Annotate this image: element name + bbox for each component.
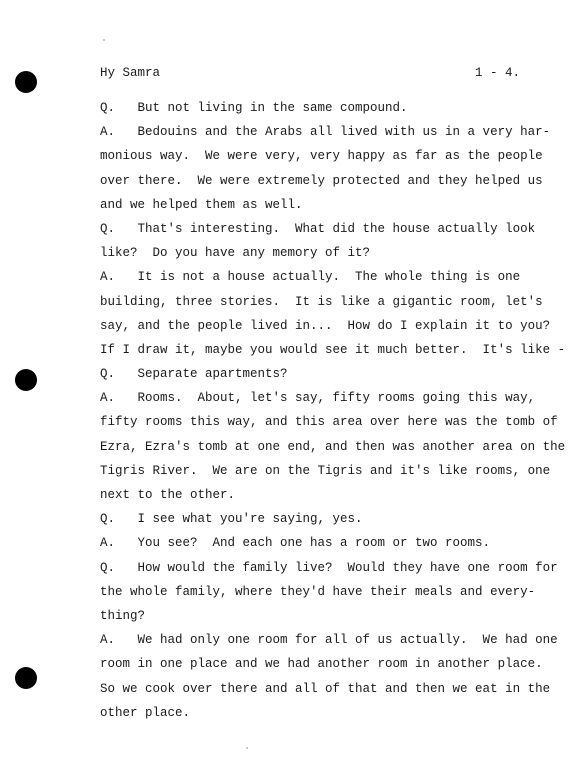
transcript-line: Q. How would the family live? Would they have one room for	[100, 560, 558, 575]
punch-hole-bottom	[15, 667, 37, 689]
page-number: 1 - 4.	[474, 66, 520, 80]
transcript-line: If I draw it, maybe you would see it much better. It's like -	[100, 342, 566, 357]
scan-speck	[103, 39, 105, 41]
transcript-line: A. Bedouins and the Arabs all lived with us in a very har-	[100, 125, 551, 140]
punch-hole-top	[15, 71, 37, 93]
transcript-line: room in one place and we had another room in another place.	[100, 657, 543, 672]
transcript-line: next to the other.	[100, 488, 236, 502]
transcript-line: say, and the people lived in... How do I explain it to you?	[100, 318, 551, 333]
transcript-line: like? Do you have any memory of it?	[100, 246, 371, 261]
page-header	[100, 66, 520, 82]
transcript-line: Q. That's interesting. What did the house actually look	[100, 221, 536, 236]
transcript-line: Ezra, Ezra's tomb at one end, and then was another area on the	[100, 439, 566, 454]
transcript-line: the whole family, where they'd have their meals and every-	[100, 584, 536, 599]
transcript-line: A. You see? And each one has a room or two rooms.	[100, 536, 491, 551]
transcript-body	[100, 96, 566, 725]
transcript-line: A. We had only one room for all of us actually. We had one	[100, 633, 558, 648]
interviewee-name: Hy Samra	[100, 66, 161, 80]
scan-speck	[246, 747, 248, 749]
transcript-line: Tigris River. We are on the Tigris and it's like rooms, one	[100, 463, 551, 478]
transcript-line: A. It is not a house actually. The whole thing is one	[100, 270, 521, 285]
transcript-line: over there. We were extremely protected and they helped us	[100, 173, 543, 188]
transcript-line: building, three stories. It is like a gigantic room, let's	[100, 294, 543, 309]
transcript-line: fifty rooms this way, and this area over here was the tomb of	[100, 415, 558, 430]
transcript-line: Q. But not living in the same compound.	[100, 101, 408, 115]
transcript-line: and we helped them as well.	[100, 197, 303, 212]
transcript-line: monious way. We were very, very happy as far as the people	[100, 149, 543, 164]
transcript-line: A. Rooms. About, let's say, fifty rooms going this way,	[100, 391, 536, 406]
transcript-line: thing?	[100, 608, 146, 623]
transcript-line: Q. Separate apartments?	[100, 367, 288, 382]
punch-hole-middle	[15, 369, 37, 391]
transcript-line: So we cook over there and all of that and then we eat in the	[100, 681, 551, 696]
transcript-line: Q. I see what you're saying, yes.	[100, 512, 363, 527]
transcript-line: other place.	[100, 705, 191, 720]
